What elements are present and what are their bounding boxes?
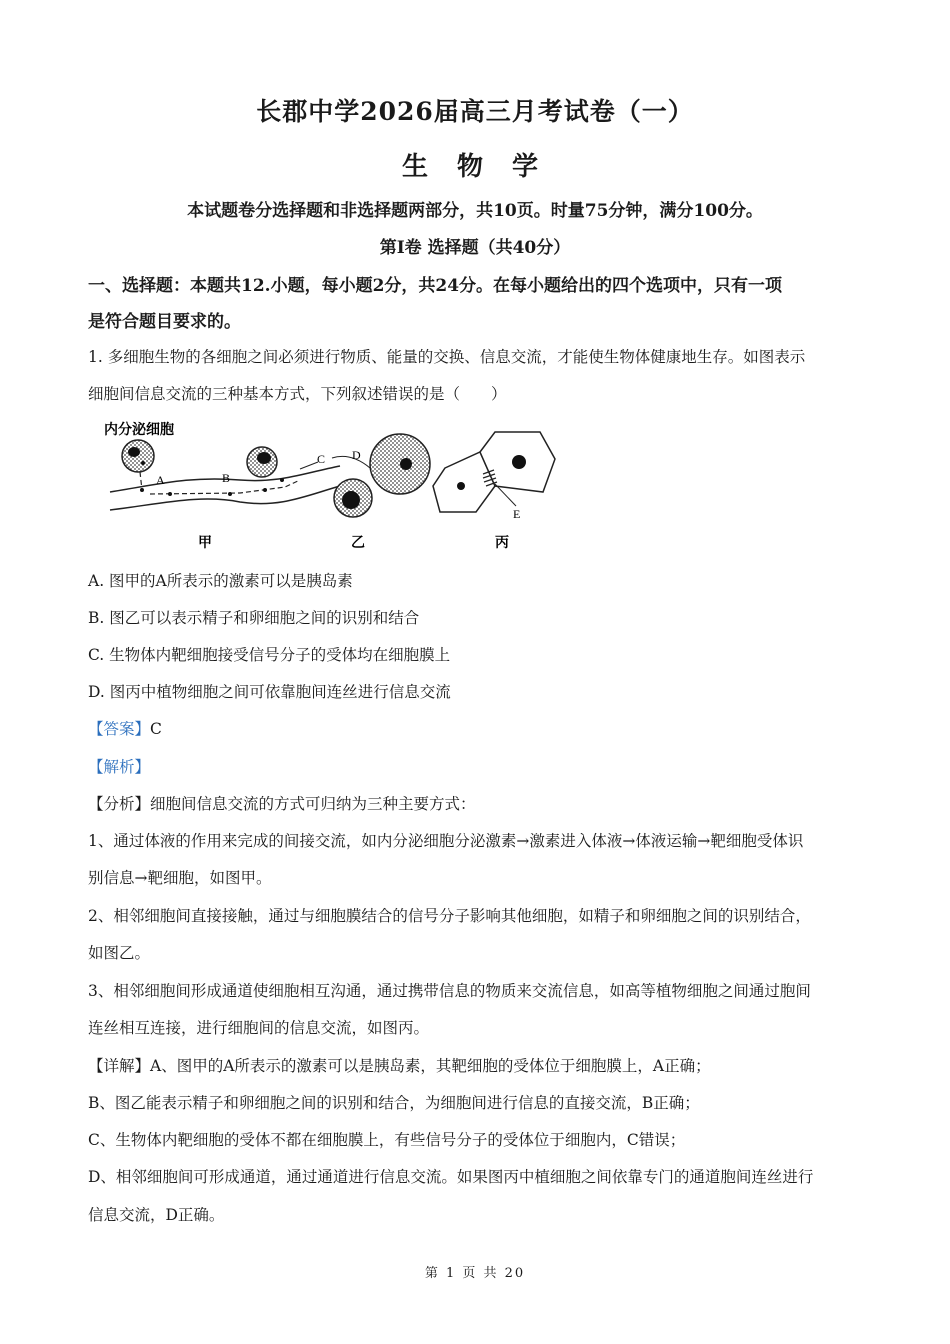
exam-title: 长郡中学2026届高三月考试卷（一）	[256, 97, 694, 126]
detail-line: B、图乙能表示精子和卵细胞之间的识别和结合，为细胞间进行信息的直接交流，B正确；	[88, 1094, 700, 1112]
endocrine-nucleus	[128, 447, 140, 457]
label-D: D	[352, 448, 361, 462]
analysis-line: 1、通过体液的作用来完成的间接交流，如内分泌细胞分泌激素→激素进入体液→体液运输→靶细胞受体识	[88, 832, 804, 850]
label-B: B	[222, 471, 231, 485]
analysis-tag: 【解析】	[88, 758, 151, 776]
caption-bing: 丙	[495, 534, 509, 550]
analysis-line: 连丝相互连接，进行细胞间的信息交流，如图丙。	[88, 1019, 430, 1037]
label-E: E	[513, 507, 521, 521]
analysis-line: 【分析】细胞间信息交流的方式可归纳为三种主要方式：	[88, 795, 476, 813]
analysis-line: 如图乙。	[88, 944, 151, 962]
caption-jia: 甲	[198, 534, 212, 550]
analysis-line: 2、相邻细胞间直接接触，通过与细胞膜结合的信号分子影响其他细胞，如精子和卵细胞之间的识别结合，	[88, 907, 811, 925]
volume-heading: 第Ⅰ卷 选择题（共40分）	[379, 238, 571, 258]
detail-line: 信息交流，D正确。	[88, 1206, 225, 1224]
option-b: B. 图乙可以表示精子和卵细胞之间的识别和结合	[88, 609, 420, 627]
question-stem-line-1: 1. 多细胞生物的各细胞之间必须进行物质、能量的交换、信息交流，才能使生物体健康地生存。如图表示	[88, 348, 806, 366]
blood-vessel-lower	[110, 486, 340, 510]
endocrine-cell	[122, 440, 154, 472]
detail-line: 【详解】A、图甲的A所表示的激素可以是胰岛素，其靶细胞的受体位于细胞膜上，A正确；	[88, 1057, 711, 1075]
analysis-line: 别信息→靶细胞，如图甲。	[88, 869, 272, 887]
section-heading-line-2: 是符合题目要求的。	[88, 312, 241, 332]
answer-value: C	[150, 720, 162, 738]
option-a: A. 图甲的A所表示的激素可以是胰岛素	[88, 572, 353, 590]
label-A: A	[156, 473, 165, 487]
option-c: C. 生物体内靶细胞接受信号分子的受体均在细胞膜上	[88, 646, 451, 664]
detail-line: D、相邻细胞间可形成通道，通过通道进行信息交流。如果图丙中植细胞之间依靠专门的通道胞间连丝进行	[88, 1168, 814, 1186]
cell-signaling-figure	[100, 414, 560, 554]
answer-tag: 【答案】	[88, 720, 151, 738]
label-endocrine-cell: 内分泌细胞	[104, 421, 174, 437]
answer-line	[88, 717, 162, 739]
caption-yi: 乙	[351, 534, 365, 550]
subject-heading: 生 物 学	[401, 152, 549, 182]
option-d: D. 图丙中植物细胞之间可依靠胞间连丝进行信息交流	[88, 683, 451, 701]
analysis-line: 3、相邻细胞间形成通道使细胞相互沟通，通过携带信息的物质来交流信息，如高等植物细胞之间通过胞间	[88, 982, 811, 1000]
exam-instructions: 本试题卷分选择题和非选择题两部分，共10页。时量75分钟，满分100分。	[187, 201, 763, 221]
section-heading-line-1: 一、选择题：本题共12.小题，每小题2分，共24分。在每小题给出的四个选项中，只有一项	[88, 276, 783, 296]
detail-line: C、生物体内靶细胞的受体不都在细胞膜上，有些信号分子的受体位于细胞内，C错误；	[88, 1131, 686, 1149]
label-C: C	[317, 452, 326, 466]
question-stem-line-2: 细胞间信息交流的三种基本方式，下列叙述错误的是（ ）	[88, 385, 507, 403]
page-footer: 第 1 页 共 20	[424, 1266, 526, 1281]
